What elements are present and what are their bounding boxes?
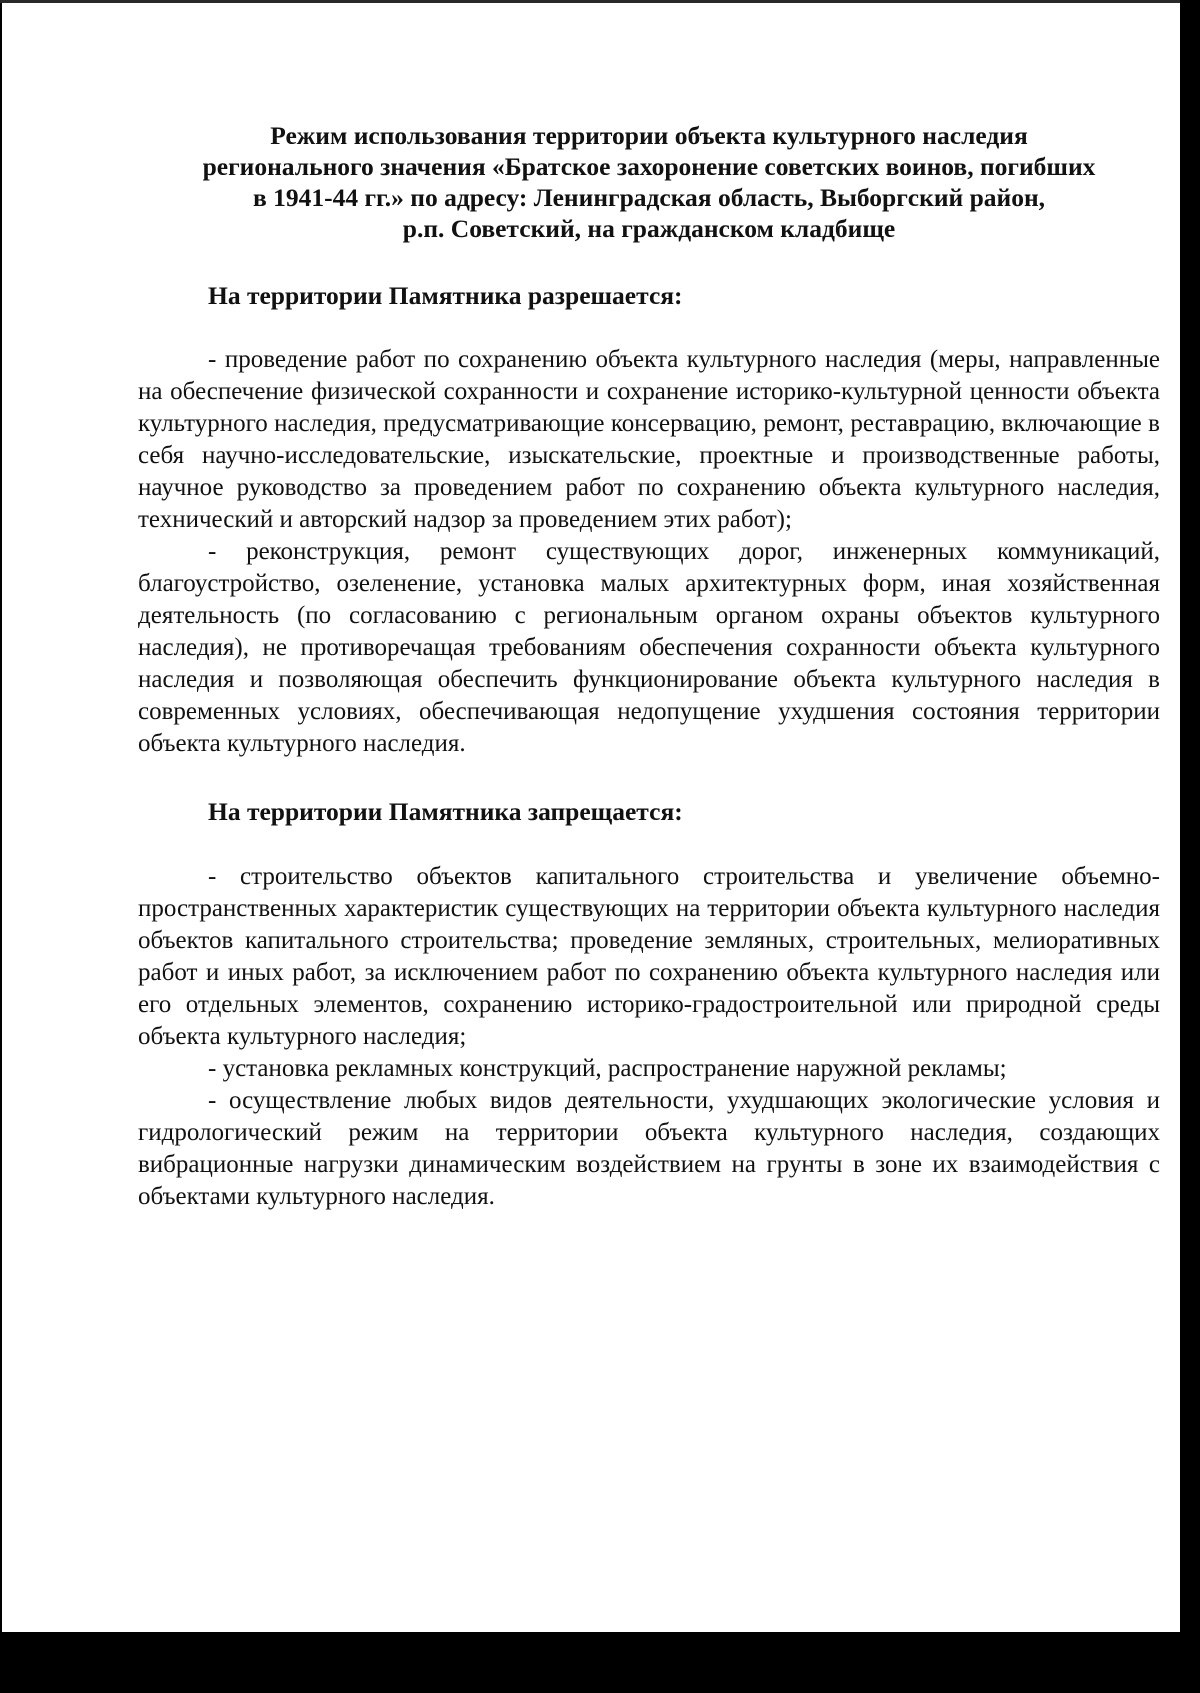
forbidden-item: - строительство объектов капитального строительства и увеличение объемно-пространственных характеристик существующих на территории объекта культурного наследия объектов капитального строительства; проведение земляных, строительных, мелиоративных работ и иных работ, за исключением работ по сохранению объекта культурного наследия или его отдельных элементов, сохранению историко-градостроительной или природной среды объекта культурного наследия; (138, 863, 1160, 1050)
title-line: Режим использования территории объекта культурного наследия (270, 121, 1028, 150)
document-title (138, 120, 1160, 244)
forbidden-item: - установка рекламных конструкций, распространение наружной рекламы; (208, 1055, 1007, 1082)
scan-right-border (1180, 0, 1200, 1693)
allowed-list (138, 344, 1160, 760)
allowed-item: - проведение работ по сохранению объекта культурного наследия (меры, направленные на обеспечение физической сохранности и сохранение историко-культурной ценности объекта культурного наследия, предусматривающие консервацию, ремонт, реставрацию, включающие в себя научно-исследовательские, изыскательские, проектные и производственные работы, научное руководство за проведением работ по сохранению объекта культурного наследия, технический и авторский надзор за проведением этих работ); (138, 346, 1160, 533)
scan-top-edge (0, 0, 1180, 3)
allowed-item: - реконструкция, ремонт существующих дорог, инженерных коммуникаций, благоустройство, озеленение, установка малых архитектурных форм, иная хозяйственная деятельность (по согласованию с региональным органом охраны объектов культурного наследия), не противоречащая требованиям обеспечения сохранности объекта культурного наследия и позволяющая обеспечить функционирование объекта культурного наследия в современных условиях, обеспечивающая недопущение ухудшения состояния территории объекта культурного наследия. (138, 538, 1160, 757)
title-line: регионального значения «Братское захоронение советских воинов, погибших (202, 152, 1096, 181)
forbidden-list (138, 861, 1160, 1213)
forbidden-heading: На территории Памятника запрещается: (208, 797, 683, 826)
forbidden-item: - осуществление любых видов деятельности, ухудшающих экологические условия и гидрологический режим на территории объекта культурного наследия, создающих вибрационные нагрузки динамическим воздействием на грунты в зоне их взаимодействия с объектами культурного наследия. (138, 1087, 1160, 1210)
document-body (138, 120, 1160, 1213)
title-line: р.п. Советский, на гражданском кладбище (402, 214, 896, 243)
scan-bottom-border (0, 1632, 1200, 1693)
allowed-heading: На территории Памятника разрешается: (208, 281, 683, 310)
title-line: в 1941-44 гг.» по адресу: Ленинградская область, Выборгский район, (252, 183, 1046, 212)
document-page (2, 0, 1180, 1632)
